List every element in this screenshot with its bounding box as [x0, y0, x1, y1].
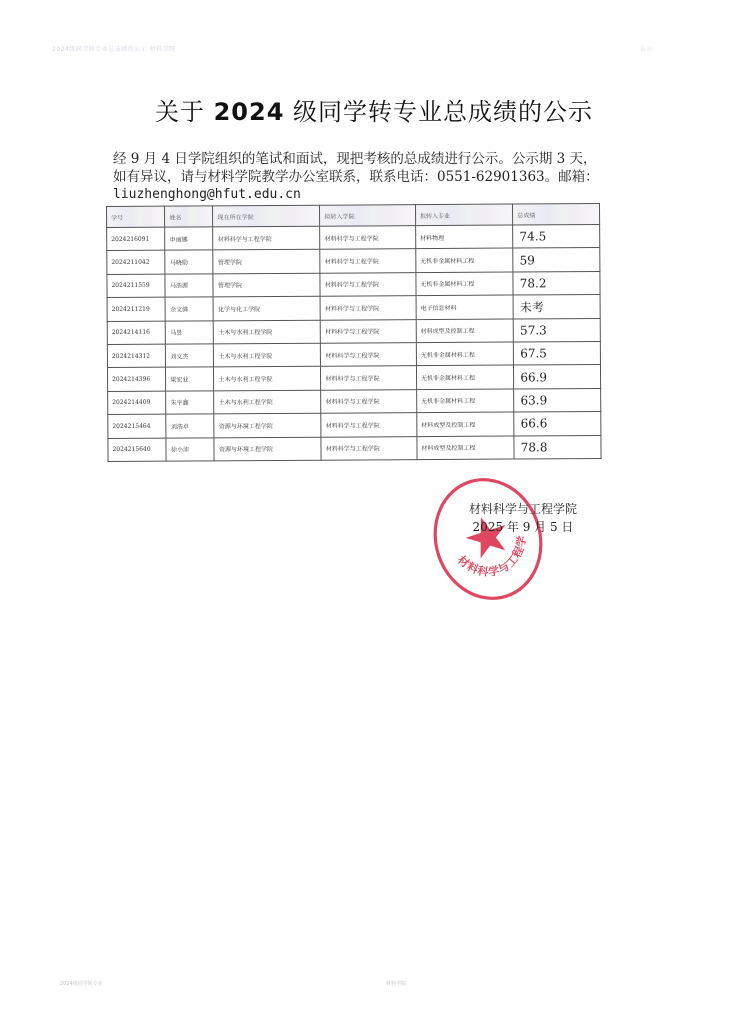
cell-name: 马昱	[166, 320, 214, 344]
cell-target-major: 无机非金属材料工程	[417, 389, 515, 413]
cell-current-college: 化学与化工学院	[214, 296, 321, 320]
cell-total-score: 78.8	[514, 435, 601, 459]
cell-name: 余文骅	[166, 297, 214, 321]
cell-student-id: 2024211042	[107, 251, 166, 275]
cell-target-major: 材料成型及控制工程	[416, 319, 514, 343]
title-prefix: 关于	[154, 98, 205, 126]
cell-total-score: 57.3	[513, 318, 600, 342]
cell-name: 朱宇鑫	[166, 391, 214, 415]
cell-target-major: 无机非金属材料工程	[416, 248, 514, 272]
footer-left: 2024级同学转专业	[60, 981, 103, 987]
cell-current-college: 材料科学与工程学院	[213, 226, 320, 250]
cell-student-id: 2024214116	[107, 321, 166, 345]
cell-student-id: 2024211219	[107, 297, 166, 321]
cell-total-score: 74.5	[513, 224, 600, 248]
table-row	[108, 388, 601, 414]
cell-target-college: 材料科学与工程学院	[320, 249, 416, 273]
cell-student-id: 2024215464	[108, 414, 167, 438]
cell-target-major: 无机非金属材料工程	[416, 272, 514, 296]
table-row	[108, 435, 601, 461]
header-total-score: 总成绩	[513, 203, 600, 225]
table-row	[107, 224, 600, 250]
cell-current-college: 土木与水利工程学院	[214, 367, 321, 391]
cell-name: 申丽娜	[165, 227, 213, 251]
cell-name: 刘浩卓	[166, 414, 214, 438]
cell-name: 梁宏业	[166, 367, 214, 391]
scan-header-right: 公示	[640, 46, 654, 53]
cell-target-college: 材料科学与工程学院	[321, 366, 417, 390]
contact-email: liuzhenghong@hfut.edu.cn	[113, 187, 301, 202]
cell-name: 马晓励	[165, 250, 213, 274]
header-current-college: 现在所在学院	[213, 205, 320, 227]
scan-header-left: 2024级同学转专业总成绩的公示 材料学院	[52, 46, 176, 53]
cell-current-college: 管理学院	[213, 250, 320, 274]
title-suffix: 级同学转专业总成绩的公示	[293, 98, 594, 126]
table-row	[107, 271, 600, 297]
cell-student-id: 2024215640	[108, 438, 167, 462]
table-row	[107, 248, 600, 274]
cell-name: 马浩源	[165, 274, 213, 298]
cell-name: 刘文杰	[166, 344, 214, 368]
cell-current-college: 资源与环境工程学院	[214, 413, 321, 437]
signature-date: 2025 年 9 月 5 日	[472, 520, 574, 534]
cell-student-id: 2024214409	[108, 391, 167, 415]
cell-current-college: 土木与水利工程学院	[214, 390, 321, 414]
intro-line-1: 经 9 月 4 日学院组织的笔试和面试，现把考核的总成绩进行公示。公示期 3 天，	[113, 151, 597, 167]
intro-line-2: 如有异议，请与材料学院教学办公室联系，联系电话：0551-62901363。邮箱：	[113, 169, 599, 185]
cell-target-college: 材料科学与工程学院	[320, 296, 416, 320]
table-header-row	[107, 203, 600, 227]
title-year: 2024	[213, 98, 285, 126]
cell-total-score: 59	[513, 248, 600, 272]
cell-target-college: 材料科学与工程学院	[320, 272, 416, 296]
cell-current-college: 土木与水利工程学院	[214, 343, 321, 367]
cell-total-score: 66.6	[514, 412, 601, 436]
cell-target-major: 材料成型及控制工程	[417, 412, 515, 436]
cell-target-major: 材料物理	[416, 225, 514, 249]
cell-student-id: 2024214312	[107, 344, 166, 368]
table-row	[107, 295, 600, 321]
header-target-major: 拟转入专业	[415, 204, 513, 226]
cell-target-major: 无机非金属材料工程	[416, 342, 514, 366]
signature-block	[448, 500, 598, 536]
footer-center: 材料学院	[386, 981, 407, 987]
cell-current-college: 资源与环境工程学院	[214, 437, 321, 461]
cell-target-major: 材料成型及控制工程	[417, 436, 515, 460]
cell-total-score: 67.5	[514, 341, 601, 365]
cell-student-id: 2024211559	[107, 274, 166, 298]
cell-total-score: 未考	[513, 295, 600, 319]
scores-table	[106, 203, 602, 462]
cell-target-major: 电子信息材料	[416, 295, 514, 319]
cell-target-college: 材料科学与工程学院	[321, 319, 417, 343]
table-row	[107, 341, 600, 367]
cell-student-id: 2024216091	[107, 227, 166, 251]
cell-name: 徐小沛	[166, 437, 214, 461]
header-target-college: 拟转入学院	[320, 205, 416, 227]
cell-target-college: 材料科学与工程学院	[321, 413, 417, 437]
cell-target-college: 材料科学与工程学院	[321, 436, 417, 460]
table-row	[107, 365, 600, 391]
table-row	[108, 412, 601, 438]
cell-target-college: 材料科学与工程学院	[321, 389, 417, 413]
cell-target-college: 材料科学与工程学院	[320, 226, 416, 250]
cell-target-college: 材料科学与工程学院	[321, 343, 417, 367]
cell-current-college: 管理学院	[213, 273, 320, 297]
cell-total-score: 78.2	[513, 271, 600, 295]
cell-student-id: 2024214396	[107, 367, 166, 391]
header-name: 姓名	[165, 206, 213, 227]
seal-text: 材料科学与工程学院	[455, 534, 530, 580]
intro-paragraph	[113, 150, 623, 204]
cell-current-college: 土木与水利工程学院	[214, 320, 321, 344]
cell-target-major: 无机非金属材料工程	[416, 365, 514, 389]
table-row	[107, 318, 600, 344]
signature-org: 材料科学与工程学院	[468, 502, 577, 516]
official-seal-icon	[432, 474, 544, 604]
page-title	[0, 92, 748, 127]
cell-total-score: 63.9	[514, 388, 601, 412]
cell-total-score: 66.9	[514, 365, 601, 389]
header-student-id: 学号	[107, 206, 166, 227]
